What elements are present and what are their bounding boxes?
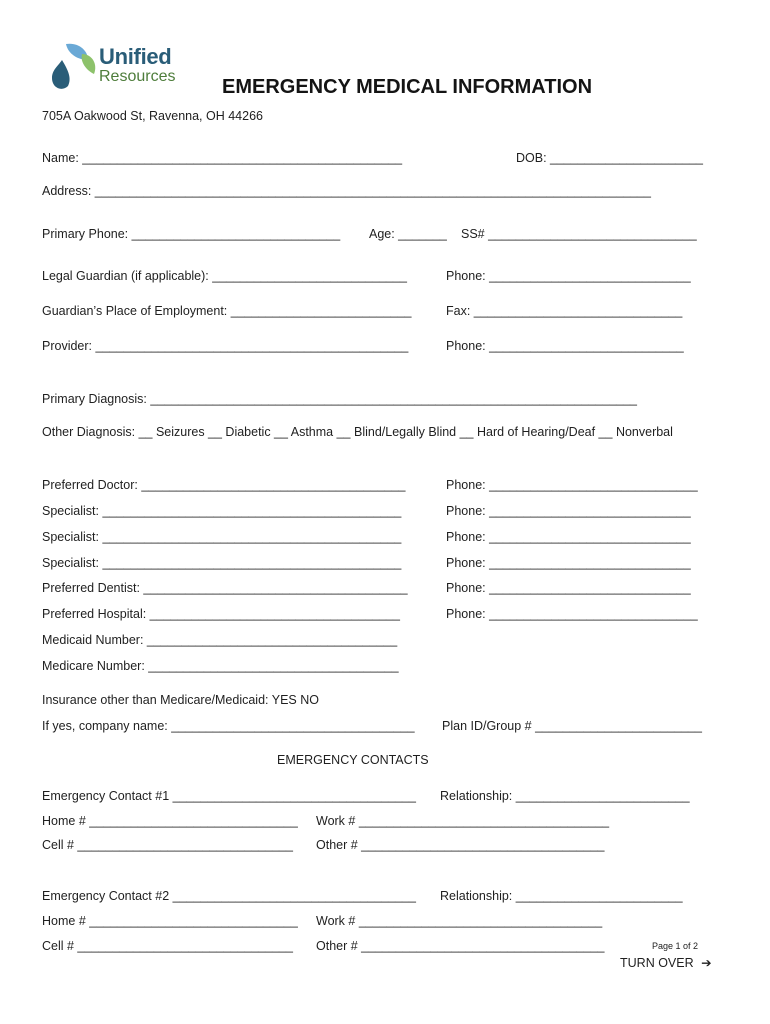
form-field-line[interactable]: Phone: _____________________________ (446, 581, 691, 595)
form-field-line[interactable]: Fax: ______________________________ (446, 304, 683, 318)
form-field-line[interactable]: Relationship: _________________________ (440, 789, 690, 803)
page-title: EMERGENCY MEDICAL INFORMATION (222, 76, 593, 98)
form-field-line[interactable]: Phone: ______________________________ (446, 478, 698, 492)
arrow-right-icon: ➔ (701, 956, 712, 970)
form-field-line[interactable]: Specialist: ___________________________________________ (42, 556, 402, 570)
form-field-line[interactable]: Other Diagnosis: __ Seizures __ Diabetic __ Asthma __ Blind/Legally Blind __ Hard of Hearing/Deaf __ Nonverbal (42, 425, 673, 439)
form-field-line[interactable]: Cell # _______________________________ (42, 939, 293, 953)
form-field-line[interactable]: Specialist: ___________________________________________ (42, 504, 402, 518)
form-field-line[interactable]: Work # ____________________________________ (316, 814, 610, 828)
form-field-line[interactable]: Preferred Doctor: ______________________________________ (42, 478, 406, 492)
form-field-line[interactable]: Home # ______________________________ (42, 814, 298, 828)
form-field-line[interactable]: Provider: _____________________________________________ (42, 339, 409, 353)
form-field-line[interactable]: Preferred Dentist: ______________________________________ (42, 581, 408, 595)
organization-address: 705A Oakwood St, Ravenna, OH 44266 (42, 109, 263, 123)
form-field-line[interactable]: Primary Diagnosis: ______________________________________________________________________ (42, 392, 637, 406)
form-field-line[interactable]: Medicaid Number: ____________________________________ (42, 633, 398, 647)
form-field-line[interactable]: Medicare Number: ____________________________________ (42, 659, 399, 673)
form-field-line[interactable]: Guardian’s Place of Employment: __________________________ (42, 304, 412, 318)
form-field-line[interactable]: Phone: ______________________________ (446, 607, 698, 621)
form-field-line[interactable]: Address: ________________________________________________________________________________ (42, 184, 651, 198)
form-field-line[interactable]: Emergency Contact #1 ___________________________________ (42, 789, 416, 803)
form-field-line[interactable]: Name: ______________________________________________ (42, 151, 403, 165)
form-field-line[interactable]: Phone: _____________________________ (446, 269, 691, 283)
form-field-line[interactable]: Phone: ____________________________ (446, 339, 684, 353)
form-field-line[interactable]: Preferred Hospital: ____________________________________ (42, 607, 400, 621)
form-field-line[interactable]: Work # ___________________________________ (316, 914, 603, 928)
form-field-line[interactable]: Home # ______________________________ (42, 914, 298, 928)
form-field-line[interactable]: If yes, company name: ___________________________________ (42, 719, 415, 733)
form-field-line[interactable]: SS# ______________________________ (461, 227, 697, 241)
turn-over-note (620, 955, 712, 971)
form-field-line[interactable]: Emergency Contact #2 ___________________________________ (42, 889, 416, 903)
form-field-line[interactable]: Phone: _____________________________ (446, 504, 691, 518)
form-field-line[interactable]: Other # ___________________________________ (316, 939, 605, 953)
form-field-line[interactable]: Phone: _____________________________ (446, 556, 691, 570)
form-field-line[interactable]: Age: _______ (369, 227, 447, 241)
logo-subname: Resources (99, 68, 176, 85)
page-number: Page 1 of 2 (652, 941, 699, 951)
form-field-line[interactable]: Legal Guardian (if applicable): ____________________________ (42, 269, 407, 283)
form-field-line[interactable]: Primary Phone: ______________________________ (42, 227, 341, 241)
form-field-line[interactable]: Relationship: ________________________ (440, 889, 683, 903)
form-field-line[interactable]: DOB: ______________________ (516, 151, 703, 165)
form-field-line[interactable]: Plan ID/Group # ________________________ (442, 719, 702, 733)
form-field-line[interactable]: Cell # _______________________________ (42, 838, 293, 852)
turn-over-label: TURN OVER (620, 956, 694, 970)
form-field-line[interactable]: Phone: _____________________________ (446, 530, 691, 544)
form-field-line[interactable]: EMERGENCY CONTACTS (277, 753, 429, 767)
logo-name: Unified (99, 44, 172, 69)
form-field-line[interactable]: Specialist: ___________________________________________ (42, 530, 402, 544)
form-field-line[interactable]: Insurance other than Medicare/Medicaid: YES NO (42, 693, 319, 707)
form-field-line[interactable]: Other # ___________________________________ (316, 838, 605, 852)
